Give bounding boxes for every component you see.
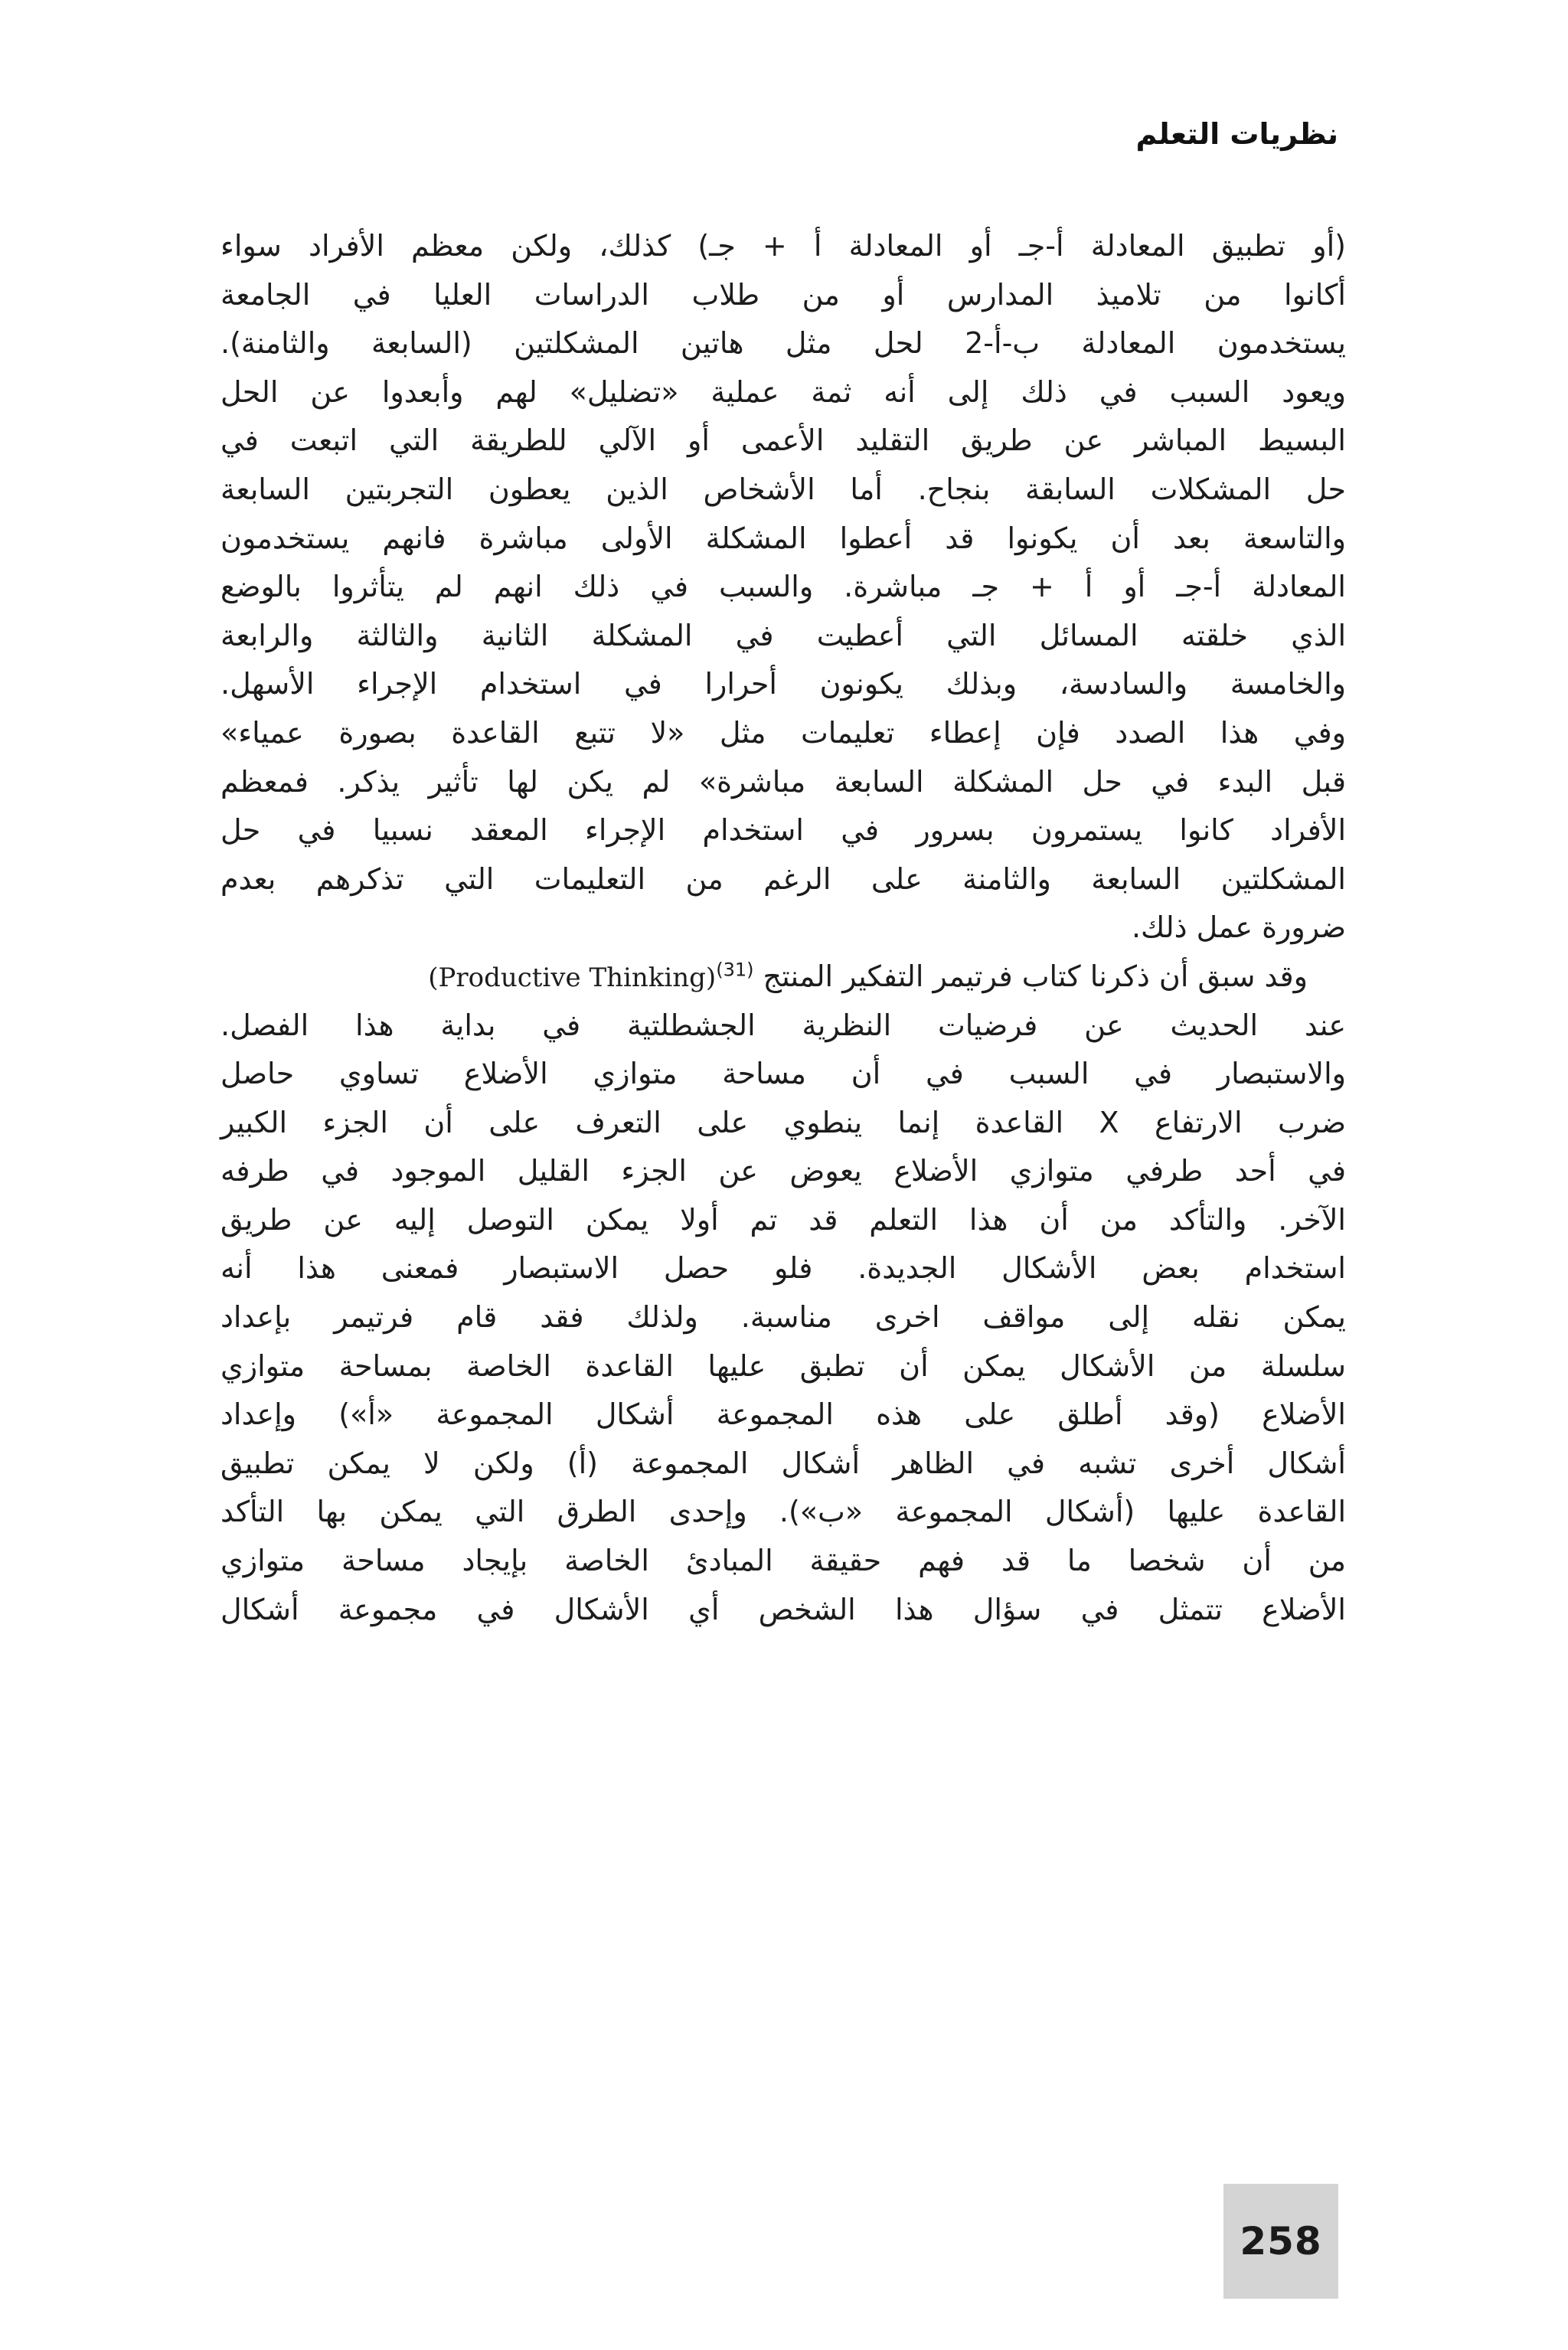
text-line: أشكال أخرى تشبه في الظاهر أشكال المجموعة (أ) ولكن لا يمكن تطبيق <box>220 1446 1346 1480</box>
text-line: والتاسعة بعد أن يكونوا قد أعطوا المشكلة الأولى مباشرة فانهم يستخدمون <box>220 521 1346 555</box>
text-line: يستخدمون المعادلة ب-أ-2 لحل مثل هاتين المشكلتين (السابعة والثامنة). <box>220 326 1346 361</box>
text-line: عند الحديث عن فرضيات النظرية الجشطلتية في بداية هذا الفصل. <box>220 1008 1346 1042</box>
text-line: الآخر. والتأكد من أن هذا التعلم قد تم أولا يمكن التوصل إليه عن طريق <box>220 1202 1346 1237</box>
text-line: يمكن نقله إلى مواقف اخرى مناسبة. ولذلك فقد قام فرتيمر بإعداد <box>220 1300 1346 1335</box>
text-line: ضرورة عمل ذلك. <box>1131 910 1346 945</box>
text-line: حل المشكلات السابقة بنجاح. أما الأشخاص الذين يعطون التجربتين السابعة <box>220 472 1346 506</box>
text-line: قبل البدء في حل المشكلة السابعة مباشرة» لم يكن لها تأثير يذكر. فمعظم <box>220 764 1346 799</box>
text-line: استخدام بعض الأشكال الجديدة. فلو حصل الاستبصار فمعنى هذا أنه <box>220 1251 1346 1286</box>
text-line: المعادلة أ-جـ أو أ + جـ مباشرة. والسبب في ذلك انهم لم يتأثروا بالوضع <box>220 570 1346 604</box>
text-line: ويعود السبب في ذلك إلى أنه ثمة عملية «تضليل» لهم وأبعدوا عن الحل <box>220 374 1346 409</box>
text-line: القاعدة عليها (أشكال المجموعة «ب»). وإحدى الطرق التي يمكن بها التأكد <box>220 1495 1346 1529</box>
footnote-reference: (31) <box>716 959 754 981</box>
page-number-box <box>1223 2184 1338 2299</box>
text-line: (أو تطبيق المعادلة أ-جـ أو المعادلة أ + جـ) كذلك، ولكن معظم الأفراد سواء <box>220 229 1346 263</box>
page-number: 258 <box>1240 2219 1322 2263</box>
text-line: من أن شخصا ما قد فهم حقيقة المبادئ الخاصة بإيجاد مساحة متوازي <box>220 1544 1346 1578</box>
paragraph-first-line-text: وقد سبق أن ذكرنا كتاب فرتيمر التفكير المنتج <box>753 959 1308 993</box>
text-line: الأضلاع (وقد أطلق على هذه المجموعة أشكال المجموعة «أ») وإعداد <box>220 1397 1346 1432</box>
text-line: الأضلاع تتمثل في سؤال هذا الشخص أي الأشكال في مجموعة أشكال <box>220 1592 1346 1626</box>
text-line: البسيط المباشر عن طريق التقليد الأعمى أو الآلي للطريقة التي اتبعت في <box>220 423 1346 458</box>
text-line: والاستبصار في السبب في أن مساحة متوازي الأضلاع تساوي حاصل <box>220 1057 1346 1091</box>
text-line: المشكلتين السابعة والثامنة على الرغم من التعليمات التي تذكرهم بعدم <box>220 861 1346 896</box>
text-line: ضرب الارتفاع X القاعدة إنما ينطوي على التعرف على أن الجزء الكبير <box>220 1105 1346 1139</box>
body-text <box>220 222 1346 1634</box>
text-line: الذي خلقته المسائل التي أعطيت في المشكلة الثانية والثالثة والرابعة <box>220 618 1346 652</box>
running-header: نظريات التعلم <box>1135 117 1338 151</box>
text-line: وفي هذا الصدد فإن إعطاء تعليمات مثل «لا تتبع القاعدة بصورة عمياء» <box>220 715 1346 750</box>
paragraph-first-line <box>220 953 1346 1002</box>
text-line: سلسلة من الأشكال يمكن أن تطبق عليها القاعدة الخاصة بمساحة متوازي <box>220 1348 1346 1383</box>
text-line: في أحد طرفي متوازي الأضلاع يعوض عن الجزء القليل الموجود في طرفه <box>220 1154 1346 1188</box>
text-line: والخامسة والسادسة، وبذلك يكونون أحرارا في استخدام الإجراء الأسهل. <box>220 667 1346 701</box>
text-line: الأفراد كانوا يستمرون بسرور في استخدام الإجراء المعقد نسبيا في حل <box>220 813 1346 848</box>
text-line: أكانوا من تلاميذ المدارس أو من طلاب الدراسات العليا في الجامعة <box>220 277 1346 312</box>
english-title: (Productive Thinking) <box>428 962 717 993</box>
